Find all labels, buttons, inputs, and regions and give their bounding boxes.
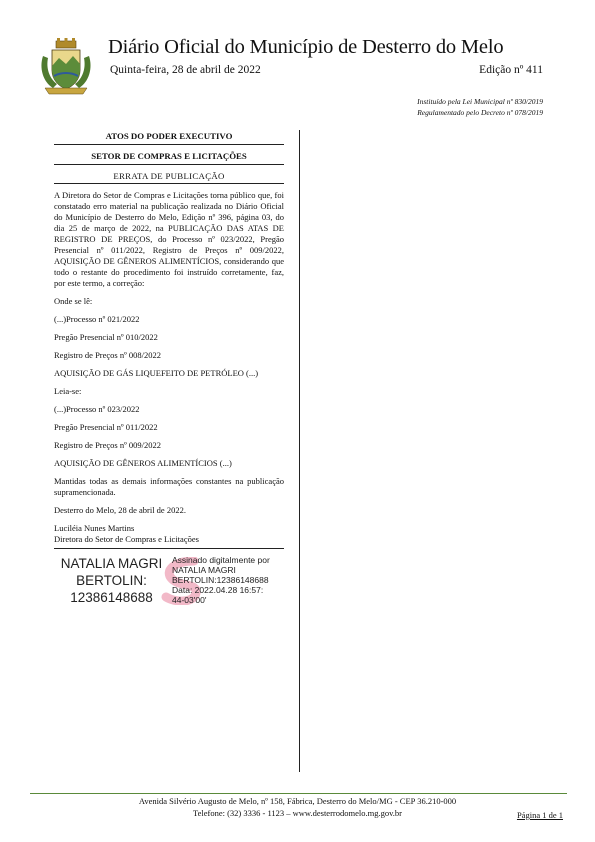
correct-object: AQUISIÇÃO DE GÊNEROS ALIMENTÍCIOS (...)	[54, 458, 232, 468]
footer-rule	[30, 793, 567, 794]
edition-number: Edição nº 411	[479, 64, 543, 76]
signer-role: Diretora do Setor de Compras e Licitações	[54, 534, 199, 544]
column-divider	[299, 130, 300, 772]
correct-price-registry: Registro de Preços nº 009/2022	[54, 440, 161, 450]
signature-details	[172, 555, 270, 605]
signature-name-line: BERTOLIN:	[76, 573, 147, 588]
signature-name-line: 12386148688	[70, 590, 153, 605]
wrong-object: AQUISIÇÃO DE GÁS LIQUEFEITO DE PETRÓLEO (...)	[54, 368, 259, 378]
gazette-title: Diário Oficial do Município de Desterro do Melo	[108, 36, 504, 58]
legal-basis-decree: Regulamentado pelo Decreto nº 078/2019	[417, 108, 543, 117]
issue-date: Quinta-feira, 28 de abril de 2022	[110, 64, 261, 76]
where-reads-label: Onde se lê:	[54, 296, 93, 306]
signature-rule	[54, 548, 284, 549]
legal-basis	[417, 96, 543, 118]
signature-detail-line: BERTOLIN:12386148688	[172, 575, 269, 585]
section-heading: ATOS DO PODER EXECUTIVO	[54, 131, 284, 145]
page-number: Página 1 de 1	[516, 810, 563, 820]
footer-contact: Telefone: (32) 3336 - 1123 – www.desterrodomelo.mg.gov.br	[192, 808, 403, 818]
signature-detail-line: Assinado digitalmente por	[172, 555, 270, 565]
signature-detail-line: 44-03'00'	[172, 595, 207, 605]
footer-address: Avenida Silvério Augusto de Melo, nº 158, Fábrica, Desterro do Melo/MG - CEP 36.210-000	[138, 796, 457, 806]
signature-detail-line: Data: 2022.04.28 16:57:	[172, 585, 264, 595]
wrong-price-registry: Registro de Preços nº 008/2022	[54, 350, 161, 360]
coat-of-arms-icon	[37, 38, 95, 96]
article-column	[54, 131, 284, 609]
intro-paragraph: A Diretora do Setor de Compras e Licitações torna público que, foi constatado erro material na publicação realizada no Diário Oficial do Município de Desterro do Melo, Edição nº 396, página 03, do dia 25 de março de 2022, na PUBLICAÇÃO DAS ATAS DE REGISTRO DE PREÇOS, do Processo nº 023/2022, Pregão Presencial nº 011/2022, Registro de Preços nº 009/2022, AQUISIÇÃO DE GÊNEROS ALIMENTÍCIOS, considerando que todo o restante do procedimento foi instruído corretamente, faz, por este termo, a correção:	[54, 190, 284, 288]
signature-detail-line: NATALIA MAGRI	[172, 565, 236, 575]
signer-name: Luciléia Nunes Martins	[54, 523, 135, 533]
signature-name-line: NATALIA MAGRI	[60, 556, 163, 571]
wrong-auction: Pregão Presencial nº 010/2022	[54, 332, 158, 342]
document-heading: ERRATA DE PUBLICAÇÃO	[54, 171, 284, 184]
department-heading: SETOR DE COMPRAS E LICITAÇÕES	[54, 151, 284, 165]
place-date: Desterro do Melo, 28 de abril de 2022.	[54, 505, 186, 515]
correct-auction: Pregão Presencial nº 011/2022	[54, 422, 158, 432]
signature-name	[54, 555, 169, 606]
read-as-label: Leia-se:	[54, 386, 82, 396]
digital-signature	[54, 555, 284, 609]
legal-basis-law: Instituído pela Lei Municipal nº 830/2019	[417, 97, 543, 106]
maintained-paragraph: Mantidas todas as demais informações constantes na publicação supramencionada.	[54, 476, 284, 497]
wrong-process: (...)Processo nº 021/2022	[54, 314, 140, 324]
correct-process: (...)Processo nº 023/2022	[54, 404, 140, 414]
